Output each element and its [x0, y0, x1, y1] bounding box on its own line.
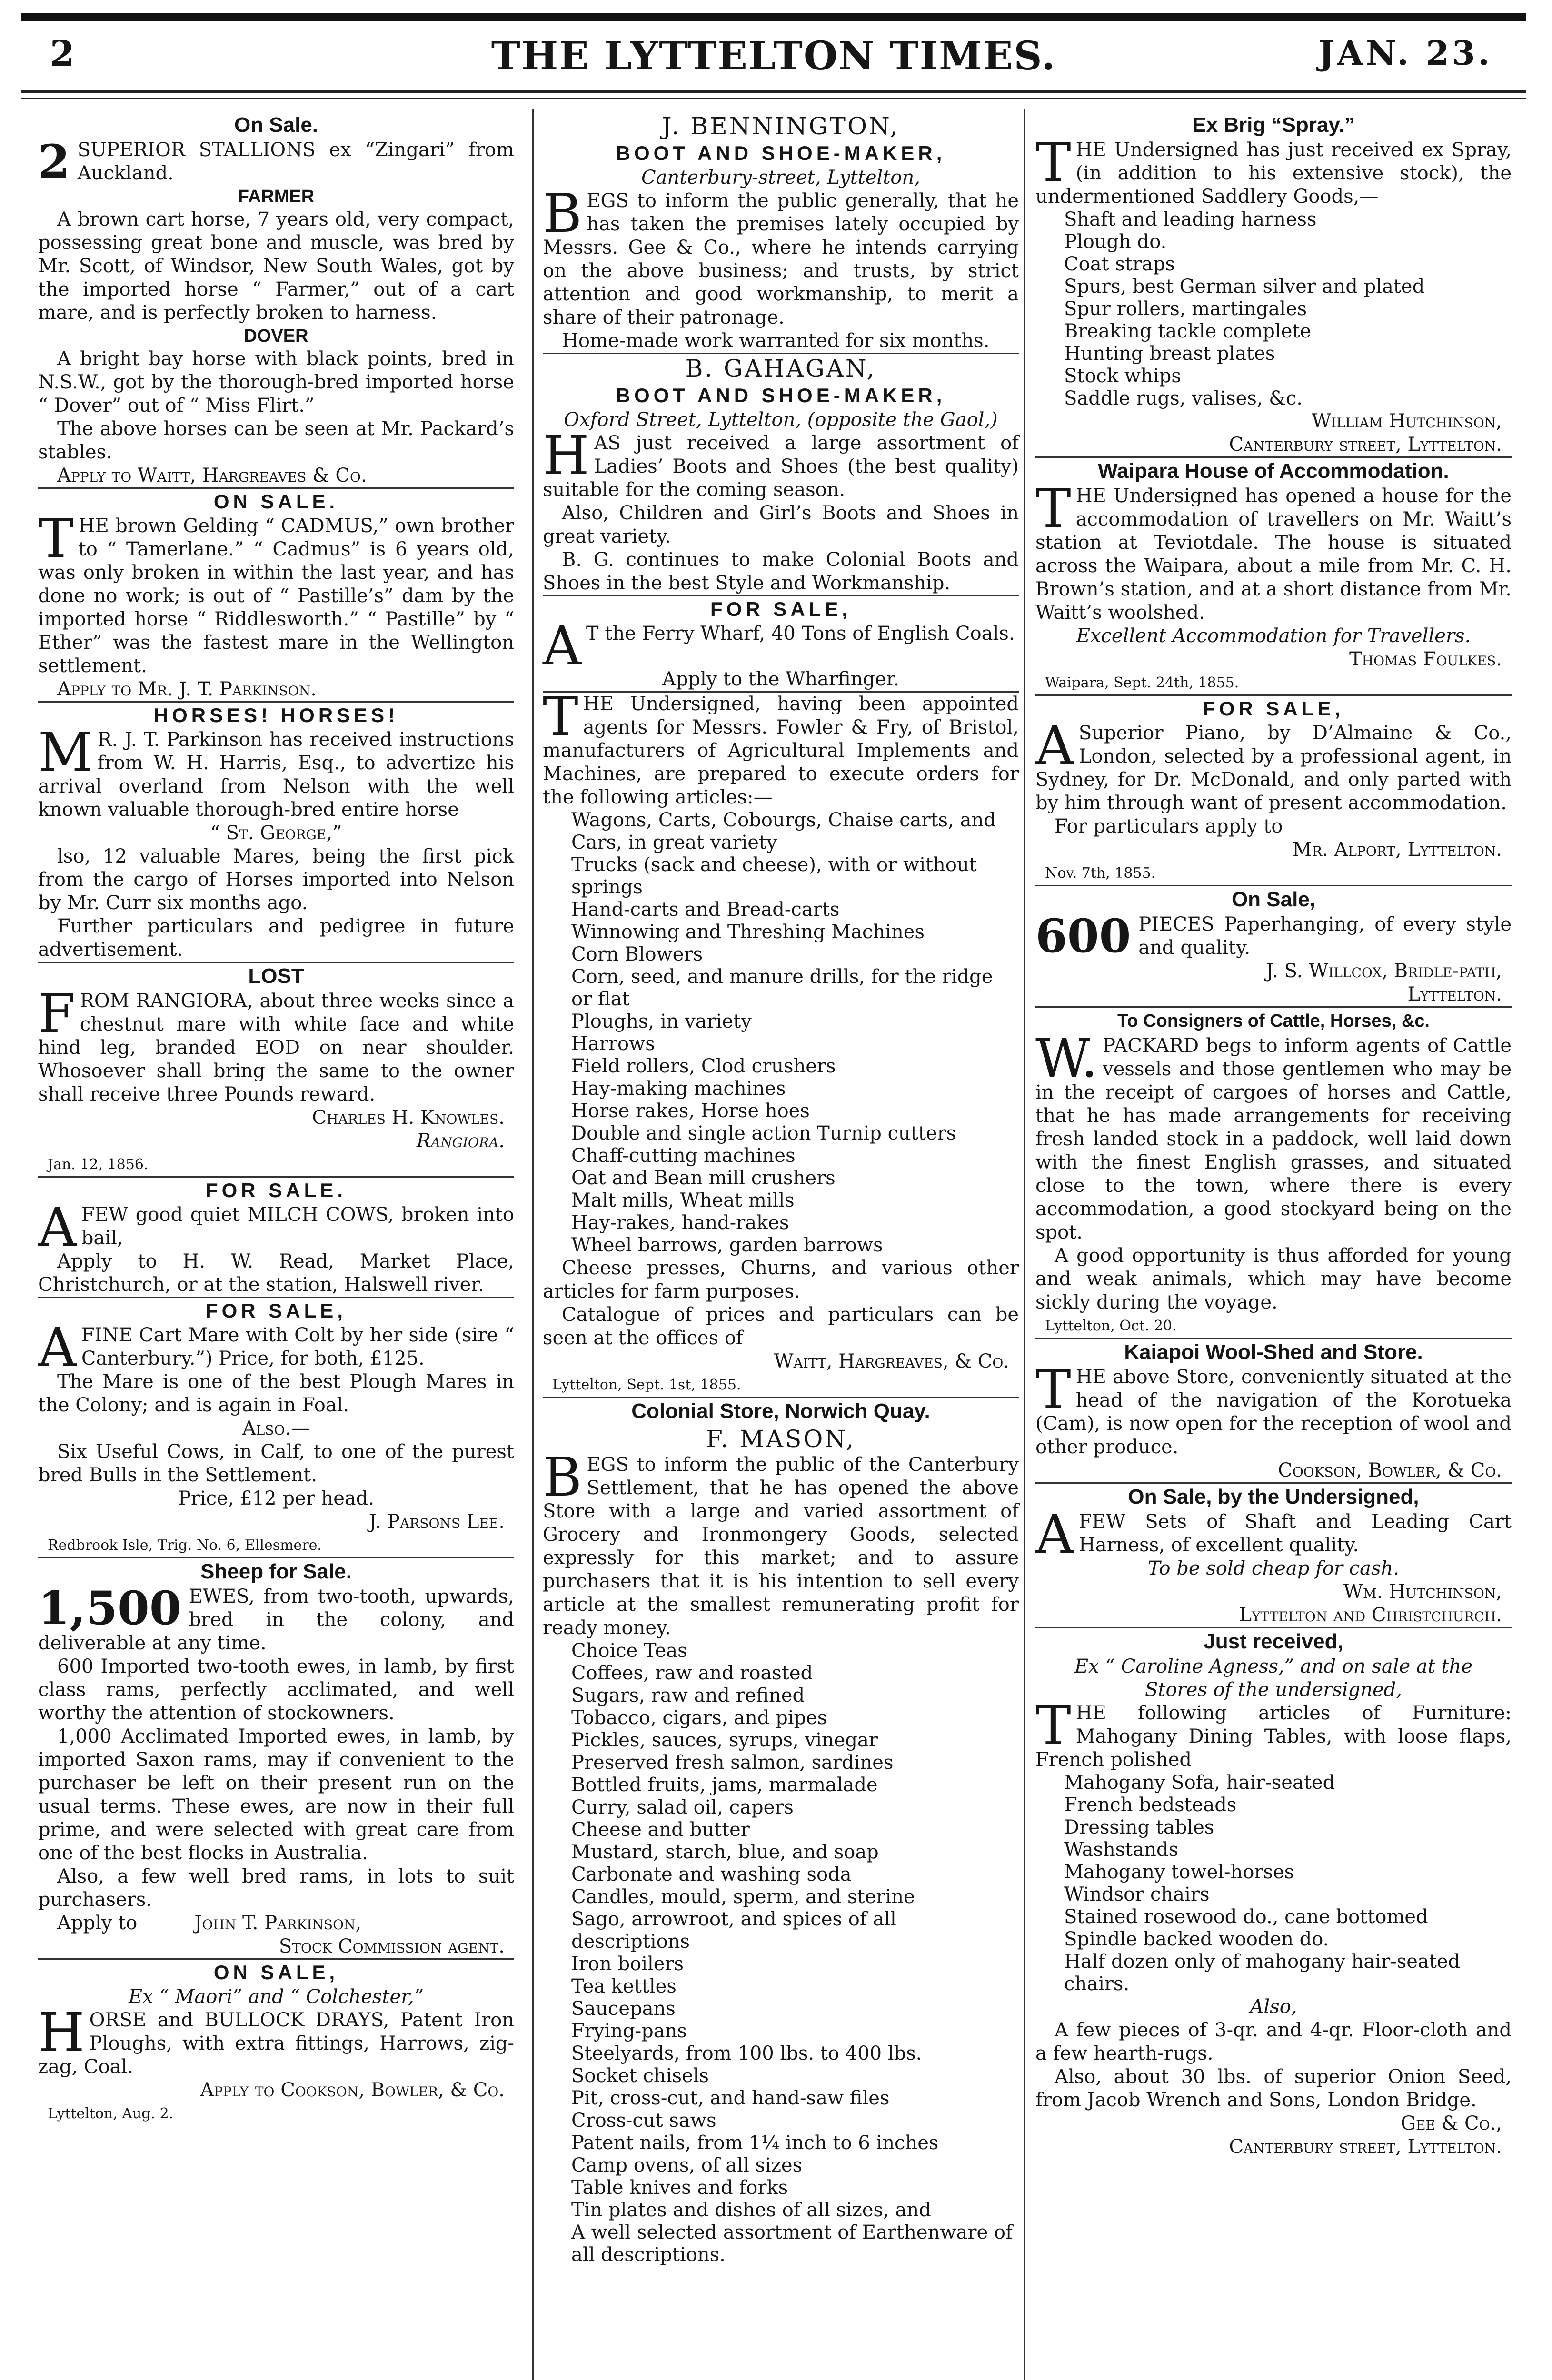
list-item: Choice Teas — [571, 1640, 687, 1662]
list-item: Dressing tables — [1064, 1816, 1214, 1838]
heading: HORSES! HORSES! — [153, 704, 399, 726]
list-item: Patent nails, from 1¼ inch to 6 inches — [571, 2132, 939, 2154]
column-divider — [532, 109, 534, 2380]
subheading: Stores of the undersigned, — [1144, 1679, 1403, 1701]
list-item: Cheese and butter — [571, 1819, 750, 1841]
list-item: Mahogany Sofa, hair-seated — [1064, 1772, 1335, 1794]
drop-cap: T — [38, 508, 74, 570]
list-item: Carbonate and washing soda — [571, 1864, 852, 1885]
also-line: Also, — [1250, 1996, 1297, 2018]
advert-sheep — [38, 1558, 514, 1958]
list-item: Double and single action Turnip cutters — [571, 1122, 956, 1144]
heading: FOR SALE, — [1203, 697, 1344, 720]
advert-text: lso, 12 valuable Mares, being the first pick from the cargo of Horses imported into Nelson by Mr. Curr six months ago. — [38, 845, 514, 914]
signature: Wm. Hutchinson, — [1343, 1581, 1502, 1603]
list-item: Pit, cross-cut, and hand-saw files — [571, 2087, 890, 2109]
list-item: Table knives and forks — [571, 2177, 788, 2199]
list-item: Bottled fruits, jams, marmalade — [571, 1774, 878, 1796]
list-item: Mahogany towel-horses — [1064, 1861, 1294, 1883]
signature: Gee & Co., — [1401, 2112, 1502, 2134]
drop-numeral: 1,500 — [38, 1581, 181, 1635]
list-item: Malt mills, Wheat mills — [571, 1190, 795, 1211]
drop-cap: F — [38, 983, 75, 1045]
apply-line: Apply to the Wharfinger. — [662, 668, 900, 690]
drop-cap: H — [38, 2002, 85, 2064]
list-item: Plough do. — [1064, 231, 1167, 253]
advert-text: A brown cart horse, 7 years old, very compact, possessing great bone and muscle, was bred by Mr. Scott, of Windsor, New South Wales, got by the imported horse “ Farmer,” out of a cart mare, and is perfectly broken to harness. — [38, 208, 514, 324]
masthead-rule-thin — [21, 98, 1526, 99]
advert-text: Also, Children and Girl’s Boots and Shoes in great variety. — [543, 502, 1019, 547]
subheading: F. MASON, — [706, 1425, 856, 1453]
advert-kaiapoi — [1035, 1339, 1512, 1482]
signature-place: Rangiora. — [416, 1130, 505, 1152]
column-divider — [1024, 109, 1025, 2380]
drop-cap: T — [1035, 132, 1071, 194]
advert-harness — [1035, 1484, 1512, 1627]
column-1 — [38, 112, 514, 2125]
date-line: Waipara, Sept. 24th, 1855. — [1045, 674, 1239, 691]
list-item: Hunting breast plates — [1064, 343, 1275, 365]
list-item: Corn Blowers — [571, 943, 703, 965]
heading: ON SALE, — [213, 1961, 339, 1983]
signature: Charles H. Knowles. — [312, 1107, 505, 1129]
list-item: Wheel barrows, garden barrows — [571, 1234, 883, 1256]
apply-line: Apply to Mr. J. T. Parkinson. — [57, 678, 317, 700]
list-item: Steelyards, from 100 lbs. to 400 lbs. — [571, 2043, 922, 2064]
signature: Mr. Alport, Lyttelton. — [1293, 839, 1502, 861]
drop-cap: T — [543, 686, 578, 748]
list-item: Candles, mould, sperm, and sterine — [571, 1886, 915, 1908]
address-line: Lyttelton. — [1407, 983, 1502, 1005]
advert-text: 600 Imported two-tooth ewes, in lamb, by first class rams, perfectly acclimated, and well worthy the attention of stockowners. — [38, 1656, 514, 1724]
drop-cap: B — [543, 183, 582, 245]
subheading: BOOT AND SHOE-MAKER, — [616, 142, 946, 164]
address-line: Canterbury street, Lyttelton. — [1229, 2136, 1502, 2158]
list-item: Iron boilers — [571, 1953, 684, 1975]
heading: On Sale. — [234, 113, 318, 137]
list-item: Half dozen only of mahogany hair-seated chairs. — [1064, 1951, 1461, 1995]
advert-piano — [1035, 696, 1512, 885]
advert-text: 1,000 Acclimated Imported ewes, in lamb, by imported Saxon rams, may if convenient to the purchaser be left on their present run on the usual terms. These ewes, are now in their full prime, and were selected with great care from one of the best flocks in Australia. — [38, 1726, 514, 1864]
drop-cap: H — [543, 425, 589, 487]
masthead-rule — [21, 90, 1526, 93]
heading: B. GAHAGAN, — [685, 355, 876, 382]
list-item: Socket chisels — [571, 2065, 709, 2087]
subheading: Ex “ Maori” and “ Colchester,” — [128, 1986, 424, 2008]
saddlery-list — [1035, 208, 1512, 410]
advert-text: Also, a few well bred rams, in lots to suit purchasers. — [38, 1865, 514, 1911]
heading: ON SALE. — [213, 490, 339, 513]
goods-list — [543, 1640, 1019, 2266]
advert-text: ROM RANGIORA, about three weeks since a chestnut mare with white face and white hind leg, branded EOD on near shoulder. Whosoever shall bring the same to the owner shall receive three Pounds reward. — [38, 990, 514, 1105]
advert-text: PIECES Paperhanging, of every style and quality. — [1138, 913, 1512, 959]
drop-cap: M — [38, 722, 93, 783]
heading: FOR SALE. — [205, 1179, 347, 1201]
apply-line: Apply to Waitt, Hargreaves & Co. — [57, 465, 367, 486]
heading: FOR SALE, — [205, 1299, 347, 1322]
address-line: Canterbury street, Lyttelton. — [1229, 434, 1502, 456]
list-item: A well selected assortment of Earthenware of all descriptions. — [571, 2221, 1013, 2266]
advert-text: B. G. continues to make Colonial Boots and Shoes in the best Style and Workmanship. — [543, 549, 1019, 594]
subheading: Ex “ Caroline Agness,” and on sale at the — [1074, 1656, 1473, 1677]
list-item: Tin plates and dishes of all sizes, and — [571, 2199, 931, 2221]
list-item: Sugars, raw and refined — [571, 1685, 805, 1706]
heading: LOST — [248, 964, 304, 988]
signature: Cookson, Bowler, & Co. — [1278, 1459, 1502, 1481]
implements-list — [543, 809, 1019, 1257]
drop-cap: T — [1035, 1359, 1071, 1421]
advert-text: HE brown Gelding “ CADMUS,” own brother to “ Tamerlane.” “ Cadmus” is 6 years old, was only broken in within the last year, and has done no work; is out of “ Pastille’s” dam by the imported horse “ Riddlesworth.” “ Pastille” by “ Ether” was the fastest mare in the Wellington settlement. — [38, 515, 514, 677]
masthead-top-rule — [21, 13, 1526, 21]
advert-coals — [543, 596, 1019, 691]
newspaper-title: THE LYTTELTON TIMES. — [491, 33, 1056, 79]
advert-text: PACKARD begs to inform agents of Cattle vessels and those gentlemen who may be in the receipt of cargoes of horses and Cattle, that he has made arrangements for receiving fresh landed stock in a paddock, well laid down with the finest English grasses, and situated close to the town, where there is every accommodation, a good stockyard being on the spot. — [1035, 1035, 1512, 1243]
advert-text: AS just received a large assortment of Ladies’ Boots and Shoes (the best quality) suitable for the coming season. — [543, 432, 1019, 501]
date-line: Lyttelton, Sept. 1st, 1855. — [552, 1377, 741, 1393]
list-item: Tea kettles — [571, 1975, 677, 1997]
list-item: Camp ovens, of all sizes — [571, 2154, 803, 2176]
list-item: Winnowing and Threshing Machines — [571, 921, 925, 943]
advert-consigners — [1035, 1008, 1512, 1338]
list-item: Stock whips — [1064, 365, 1181, 387]
drop-cap: W. — [1035, 1028, 1098, 1090]
advert-text: EGS to inform the public of the Canterbury Settlement, that he has opened the above Store with a large and varied assortment of Grocery and Ironmongery Goods, selected expressly for this market; and to assure purchasers that it is his intention to sell every article at the smallest remunerating profit for ready money. — [543, 1454, 1019, 1639]
price-line: Price, £12 per head. — [178, 1488, 375, 1509]
list-item: Chaff-cutting machines — [571, 1145, 796, 1167]
advert-text: The above horses can be seen at Mr. Packard’s stables. — [38, 418, 514, 463]
list-item: Pickles, sauces, syrups, vinegar — [571, 1729, 878, 1751]
address-line: Oxford Street, Lyttelton, (opposite the Gaol,) — [564, 409, 998, 431]
list-item: Horse rakes, Horse hoes — [571, 1100, 810, 1122]
list-item: Sago, arrowroot, and spices of all descriptions — [571, 1908, 896, 1953]
advert-text: FEW Sets of Shaft and Leading Cart Harness, of excellent quality. — [1078, 1511, 1512, 1556]
list-item: Spur rollers, martingales — [1064, 298, 1307, 320]
advert-text: FEW good quiet MILCH COWS, broken into bail, — [81, 1204, 514, 1249]
advert-text: To be sold cheap for cash. — [1147, 1557, 1400, 1579]
apply-line: Apply to H. W. Read, Market Place, Christchurch, or at the station, Halswell river. — [38, 1250, 514, 1296]
signature: Thomas Foulkes. — [1349, 648, 1502, 670]
advert-paperhanging — [1035, 886, 1512, 1006]
advert-text: Six Useful Cows, in Calf, to one of the purest bred Bulls in the Settlement. — [38, 1441, 514, 1486]
list-item: Shaft and leading harness — [1064, 208, 1317, 230]
list-item: Corn, seed, and manure drills, for the ridge or flat — [571, 966, 993, 1010]
list-item: Hay-rakes, hand-rakes — [571, 1212, 789, 1234]
heading: Colonial Store, Norwich Quay. — [631, 1399, 930, 1423]
list-item: Hay-making machines — [571, 1078, 786, 1100]
heading: J. BENNINGTON, — [662, 112, 900, 140]
signature: Apply to Cookson, Bowler, & Co. — [200, 2079, 505, 2101]
column-2 — [543, 112, 1019, 2266]
advert-text: HE following articles of Furniture: Mahogany Dining Tables, with loose flaps, French polished — [1035, 1702, 1512, 1771]
drop-cap: A — [1035, 715, 1074, 777]
advert-text: R. J. T. Parkinson has received instructions from W. H. Harris, Esq., to advertize his arrival overland from Nelson with the well known valuable thorough-bred entire horse — [38, 729, 514, 821]
list-item: Oat and Bean mill crushers — [571, 1167, 836, 1189]
advert-text: A few pieces of 3-qr. and 4-qr. Floor-cloth and a few hearth-rugs. — [1035, 2019, 1512, 2064]
advert-text: For particulars apply to — [1055, 815, 1283, 837]
advert-cadmus — [38, 489, 514, 701]
signature: Waitt, Hargreaves, & Co. — [774, 1350, 1009, 1372]
drop-cap: T — [1035, 478, 1071, 540]
subheading: DOVER — [244, 326, 308, 346]
signature: J. S. Willcox, Bridle-path, — [1266, 960, 1502, 982]
drop-cap: B — [543, 1447, 582, 1508]
drop-cap: A — [38, 1197, 77, 1259]
list-item: Curry, salad oil, capers — [571, 1796, 794, 1818]
heading: On Sale, — [1231, 888, 1316, 911]
list-item: Windsor chairs — [1064, 1884, 1210, 1905]
issue-date: JAN. 23. — [1318, 33, 1492, 73]
subheading: FARMER — [238, 187, 315, 207]
advert-text: T the Ferry Wharf, 40 Tons of English Coals. — [586, 623, 1015, 645]
advert-text: HE Undersigned has opened a house for the accommodation of travellers on Mr. Waitt’s station at Teviotdale. The house is situated across the Waipara, about a mile from Mr. C. H. Brown’s station, and at a short distance from Mr. Waitt’s woolshed. — [1035, 485, 1512, 624]
advert-text: EWES, from two-tooth, upwards, bred in the colony, and deliverable at any time. — [38, 1586, 514, 1654]
list-item: Coat straps — [1064, 253, 1175, 275]
subheading: BOOT AND SHOE-MAKER, — [616, 384, 946, 407]
advert-lost — [38, 963, 514, 1176]
heading: Kaiapoi Wool-Shed and Store. — [1124, 1340, 1423, 1364]
page-number: 2 — [50, 33, 75, 74]
list-item: Harrows — [571, 1033, 655, 1055]
advert-horses — [38, 703, 514, 962]
advert-bennington — [543, 112, 1019, 353]
advert-milch-cows — [38, 1178, 514, 1297]
advert-drays — [38, 1960, 514, 2125]
heading: FOR SALE, — [710, 598, 851, 620]
advert-text: ORSE and BULLOCK DRAYS, Patent Iron Ploughs, with extra fittings, Harrows, zig-zag, Coal. — [38, 2009, 514, 2078]
drop-cap: A — [1035, 1504, 1074, 1566]
advert-text: A bright bay horse with black points, bred in N.S.W., got by the thorough-bred imported horse “ Dover” out of “ Miss Flirt.” — [38, 348, 514, 416]
drop-numeral: 2 — [38, 135, 70, 188]
list-item: Spindle backed wooden do. — [1064, 1928, 1329, 1950]
list-item: Trucks (sack and cheese), with or without springs — [571, 854, 977, 898]
address-line: Lyttelton and Christchurch. — [1239, 1604, 1502, 1626]
advert-text: Also, about 30 lbs. of superior Onion Seed, from Jacob Wrench and Sons, London Bridge. — [1035, 2066, 1512, 2111]
masthead — [21, 33, 1526, 86]
list-item: French bedsteads — [1064, 1794, 1237, 1816]
list-item: Mustard, starch, blue, and soap — [571, 1841, 879, 1863]
apply-line: Apply to — [57, 1912, 138, 1934]
advert-saddlery — [1035, 112, 1512, 456]
list-item: Stained rosewood do., cane bottomed — [1064, 1906, 1428, 1928]
list-item: Ploughs, in variety — [571, 1011, 752, 1032]
list-item: Hand-carts and Bread-carts — [571, 899, 840, 921]
advert-text: Cheese presses, Churns, and various other articles for farm purposes. — [543, 1257, 1019, 1302]
list-item: Wagons, Carts, Cobourgs, Chaise carts, and Cars, in great variety — [571, 809, 996, 853]
date-line: Lyttelton, Oct. 20. — [1045, 1318, 1177, 1334]
heading: Ex Brig “Spray.” — [1192, 113, 1355, 137]
heading: To Consigners of Cattle, Horses, &c. — [1117, 1011, 1430, 1031]
list-item: Field rollers, Clod crushers — [571, 1055, 836, 1077]
advert-text: HE Undersigned, having been appointed agents for Messrs. Fowler & Fry, of Bristol, manufacturers of Agricultural Implements and Machines, are prepared to execute orders for the following articles:— — [543, 693, 1019, 808]
date-line: Lyttelton, Aug. 2. — [48, 2105, 174, 2122]
advert-text: Superior Piano, by D’Almaine & Co., London, selected by a professional agent, in Sydney, for Dr. McDonald, and only parted with by him through want of present accommodation. — [1035, 722, 1512, 814]
advert-text: Further particulars and pedigree in future advertisement. — [38, 915, 514, 961]
list-item: Saddle rugs, valises, &c. — [1064, 387, 1303, 409]
advert-text: Excellent Accommodation for Travellers. — [1076, 625, 1471, 647]
date-line: Jan. 12, 1856. — [48, 1156, 149, 1173]
column-3 — [1035, 112, 1512, 2159]
list-item: Washstands — [1064, 1839, 1179, 1861]
heading: On Sale, by the Undersigned, — [1128, 1485, 1419, 1508]
advert-text: A good opportunity is thus afforded for young and weak animals, which may have become sickly during the voyage. — [1035, 1245, 1512, 1313]
address-line: Canterbury-street, Lyttelton, — [641, 167, 920, 188]
heading: Waipara House of Accommodation. — [1098, 459, 1449, 483]
also-line: Also.— — [242, 1418, 310, 1439]
list-item: Tobacco, cigars, and pipes — [571, 1707, 827, 1729]
advert-text: SUPERIOR STALLIONS ex “Zingari” from Auckland. — [77, 139, 514, 184]
drop-cap: A — [38, 1317, 77, 1379]
advert-text: HE above Store, conveniently situated at the head of the navigation of the Korotueka (Cam), is now open for the reception of wool and other produce. — [1035, 1366, 1512, 1458]
list-item: Cross-cut saws — [571, 2110, 716, 2132]
list-item: Frying-pans — [571, 2020, 687, 2042]
date-line: Nov. 7th, 1855. — [1045, 865, 1156, 882]
advert-text: The Mare is one of the best Plough Mares in the Colony; and is again in Foal. — [38, 1371, 514, 1416]
horse-name: “ St. George,” — [210, 822, 342, 844]
advert-text: HE Undersigned has just received ex Spray, (in addition to his extensive stock), the undermentioned Saddlery Goods,— — [1035, 139, 1512, 208]
advert-colonial-store — [543, 1398, 1019, 2266]
list-item: Saucepans — [571, 1998, 676, 2020]
advert-text: Catalogue of prices and particulars can be seen at the offices of — [543, 1304, 1019, 1349]
furniture-list — [1035, 1772, 1512, 1995]
advert-gahagan — [543, 354, 1019, 595]
list-item: Spurs, best German silver and plated — [1064, 276, 1425, 298]
advert-text: Home-made work warranted for six months. — [562, 330, 990, 352]
drop-cap: A — [543, 615, 581, 677]
advert-implements — [543, 686, 1019, 1397]
signature: William Hutchinson, — [1312, 410, 1502, 432]
drop-cap: T — [1035, 1695, 1071, 1757]
signature: John T. Parkinson, — [194, 1912, 362, 1934]
advert-cart-mare — [38, 1298, 514, 1557]
signature: J. Parsons Lee. — [368, 1511, 505, 1533]
list-item: Coffees, raw and roasted — [571, 1662, 813, 1684]
list-item: Breaking tackle complete — [1064, 320, 1312, 342]
advert-waipara-house — [1035, 458, 1512, 694]
advert-text: EGS to inform the public generally, that he has taken the premises lately occupied by Messrs. Gee & Co., where he intends carrying on the above business; and trusts, by strict attention and good workmanship, to merit a share of their patronage. — [543, 190, 1019, 328]
drop-numeral: 600 — [1035, 909, 1131, 963]
advert-furniture — [1035, 1628, 1512, 2159]
heading: Just received, — [1204, 1630, 1343, 1653]
advert-text: FINE Cart Mare with Colt by her side (sire “ Canterbury.”) Price, for both, £125. — [81, 1324, 514, 1369]
advert-stallions — [38, 112, 514, 487]
signature: Stock Commission agent. — [279, 1935, 505, 1957]
list-item: Preserved fresh salmon, sardines — [571, 1752, 894, 1774]
address-line: Redbrook Isle, Trig. No. 6, Ellesmere. — [48, 1537, 322, 1554]
heading: Sheep for Sale. — [200, 1560, 352, 1583]
